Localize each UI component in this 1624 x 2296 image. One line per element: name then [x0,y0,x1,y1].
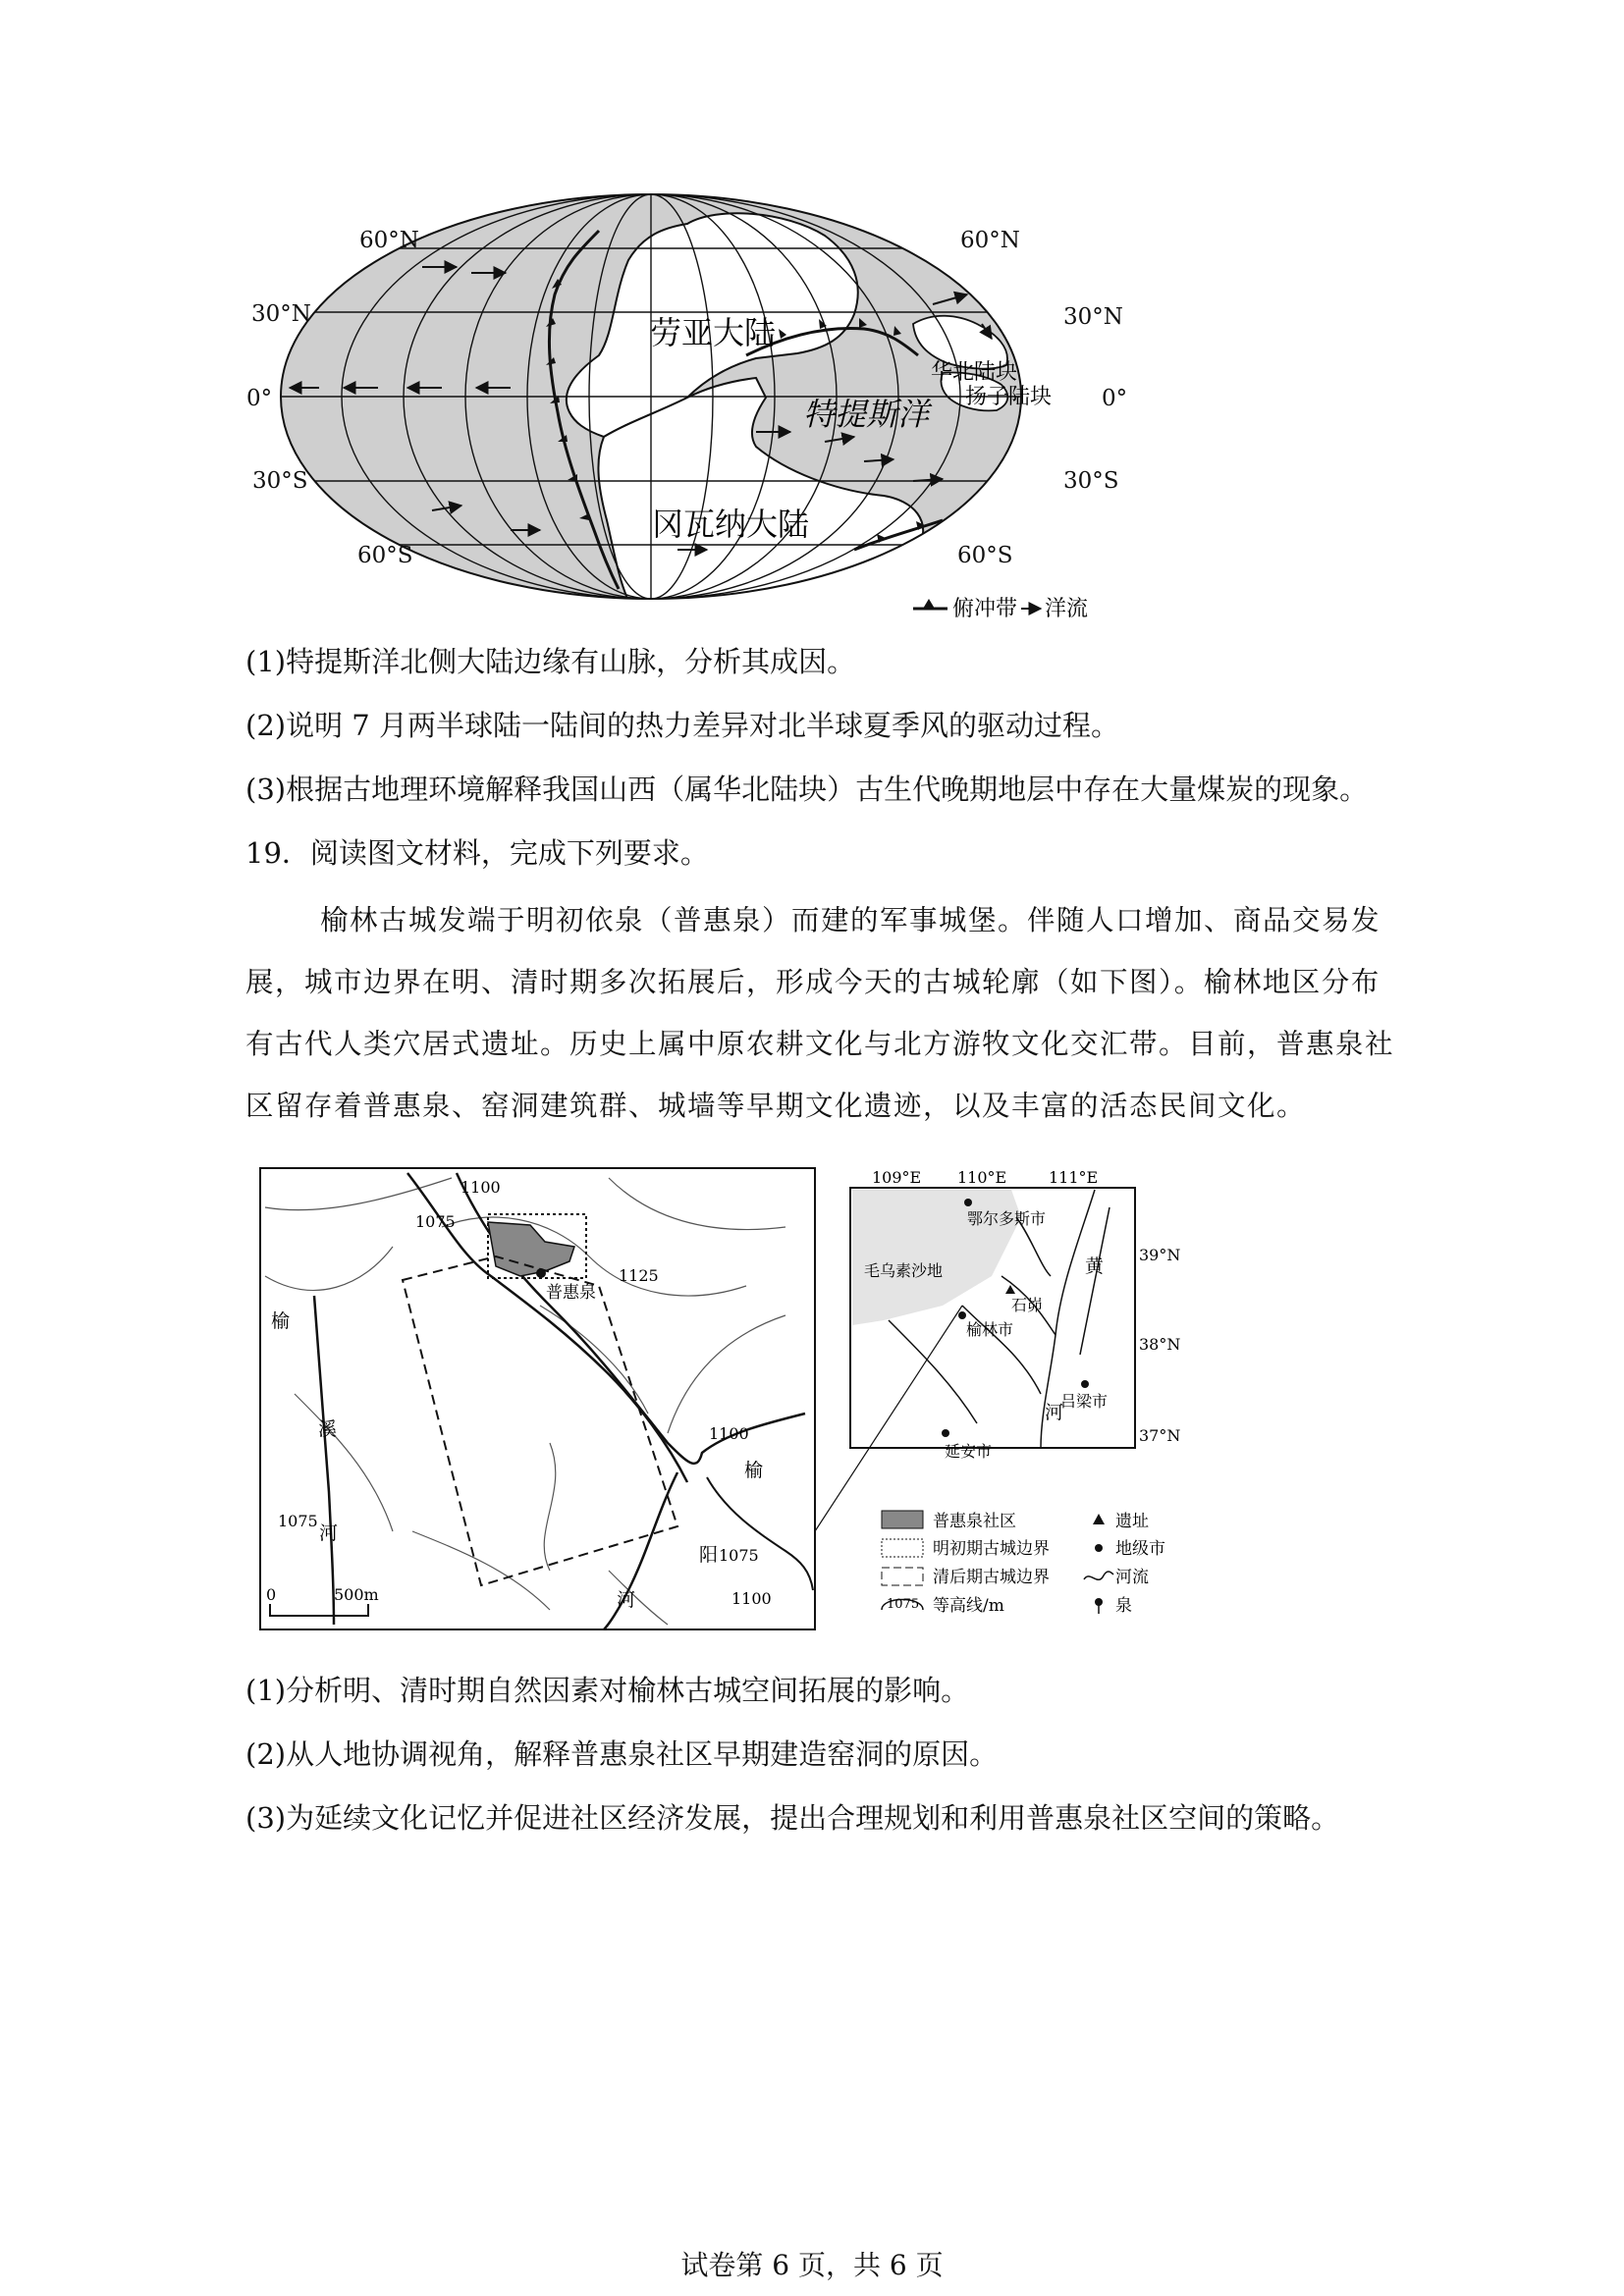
lat-label-60s-right: 60°S [957,543,1013,568]
legend-ming-swatch [882,1539,923,1557]
spring-label: 普惠泉 [546,1283,596,1303]
legend-current-label: 洋流 [1045,597,1089,621]
q19-header: 19．阅读图文材料，完成下列要求。 [245,836,709,870]
inset-lat-39: 39°N [1139,1246,1181,1264]
inset-place-shimao: 石峁 [1011,1296,1044,1314]
paleogeographic-world-map [0,0,1624,638]
contour-label-1100-bottom: 1100 [731,1589,772,1608]
inset-lat-38: 38°N [1139,1335,1181,1354]
lat-label-60n-right: 60°N [960,228,1020,253]
contour-label-1075-left: 1075 [278,1512,318,1530]
yuxi-river-char-2: 溪 [318,1418,338,1440]
q18-subquestion-1: (1)特提斯洋北侧大陆边缘有山脉，分析其成因。 [245,645,856,678]
label-gondwana: 冈瓦纳大陆 [652,506,810,543]
yuyang-river-char-1: 榆 [744,1460,764,1481]
q19-subquestion-1: (1)分析明、清时期自然因素对榆林古城空间拓展的影响。 [245,1674,970,1707]
yuyang-river-char-3: 河 [617,1589,636,1611]
inset-lat-37: 37°N [1139,1426,1181,1445]
lat-label-30s-right: 30°S [1063,468,1119,494]
inset-lon-110: 110°E [957,1168,1007,1187]
inset-lon-111: 111°E [1049,1168,1099,1187]
legend-contour-sample: 1075 [887,1597,920,1612]
inset-place-yanan: 延安市 [945,1442,993,1461]
map-legend [882,1511,1165,1616]
marker-luliang [1081,1380,1089,1388]
yuxi-river-char-1: 榆 [271,1310,291,1332]
marker-ordos [964,1199,972,1206]
lat-label-30s-left: 30°S [252,468,308,494]
lat-label-eq-left: 0° [246,386,273,411]
q19-subquestion-2: (2)从人地协调视角，解释普惠泉社区早期建造窑洞的原因。 [245,1737,999,1771]
inset-place-ordos: 鄂尔多斯市 [967,1209,1047,1228]
yulin-map-figure [0,1158,1624,1649]
q18-subquestion-2: (2)说明 7 月两半球陆一陆间的热力差异对北半球夏季风的驱动过程。 [245,709,1119,742]
label-laurasia: 劳亚大陆 [650,314,777,351]
yuxi-river-char-3: 河 [319,1522,339,1544]
q18-subquestion-3: (3)根据古地理环境解释我国山西（属华北陆块）古生代晚期地层中存在大量煤炭的现象。 [245,773,1369,806]
legend-community-swatch [882,1511,923,1528]
spring-marker [536,1268,546,1278]
q19-paragraph: 榆林古城发端于明初依泉（普惠泉）而建的军事城堡。伴随人口增加、商品交易发展，城市边界在明、清时期多次拓展后，形成今天的古城轮廓（如下图）。榆林地区分布有古代人类穴居式遗址。历史上属中原农耕文化与北方游牧文化交汇带。目前，普惠泉社区留存着普惠泉、窑洞建筑群、城墙等早期文化遗迹，以及丰富的活态民间文化。 [245,904,1395,1122]
label-north-china-block: 华北陆块 [931,360,1018,385]
page-footer: 试卷第 6 页，共 6 页 [680,2249,944,2281]
scale-zero: 0 [266,1585,277,1604]
contour-label-1075-bottom: 1075 [719,1546,759,1565]
legend-qing-label: 清后期古城边界 [933,1568,1050,1587]
yuyang-river-char-2: 阳 [699,1544,719,1566]
inset-place-luliang: 吕梁市 [1060,1392,1109,1411]
legend-subduction-label: 俯冲带 [952,597,1018,621]
lat-label-eq-right: 0° [1102,386,1128,411]
marker-yulin [958,1311,966,1319]
legend-qing-swatch [882,1568,923,1585]
legend-river-label: 河流 [1115,1568,1149,1587]
inset-river-huang-char-1: 黄 [1085,1255,1105,1277]
lat-label-30n-left: 30°N [251,301,311,327]
legend-site-label: 遗址 [1115,1512,1149,1531]
label-tethys: 特提斯洋 [803,396,930,433]
inset-place-mu-us: 毛乌素沙地 [864,1261,944,1280]
legend-community-label: 普惠泉社区 [933,1512,1016,1531]
lat-label-30n-right: 30°N [1063,304,1123,330]
inset-river-huang-char-2: 河 [1045,1402,1064,1423]
legend-contour-label: 等高线/m [933,1596,1004,1616]
legend-city-label: 地级市 [1115,1539,1165,1559]
legend-city-symbol [1095,1544,1103,1552]
inset-lon-109: 109°E [872,1168,922,1187]
contour-label-1100-mid: 1100 [709,1424,749,1443]
inset-place-yulin: 榆林市 [966,1320,1014,1339]
lat-label-60n-left: 60°N [359,228,419,253]
scale-distance: 500m [334,1585,379,1604]
legend-river-symbol [1084,1572,1113,1579]
contour-label-1100-top: 1100 [460,1178,501,1197]
contour-label-1075-top: 1075 [415,1212,456,1231]
legend-spring-label: 泉 [1115,1596,1132,1616]
world-map-legend [913,597,1088,621]
label-yangtze-block: 扬子陆块 [965,385,1053,409]
marker-yanan [942,1429,949,1437]
legend-ming-label: 明初期古城边界 [933,1539,1050,1559]
q19-subquestion-3: (3)为延续文化记忆并促进社区经济发展，提出合理规划和利用普惠泉社区空间的策略。 [245,1801,1340,1835]
lat-label-60s-left: 60°S [357,543,413,568]
contour-label-1125: 1125 [619,1266,659,1285]
legend-site-symbol [1093,1514,1105,1524]
